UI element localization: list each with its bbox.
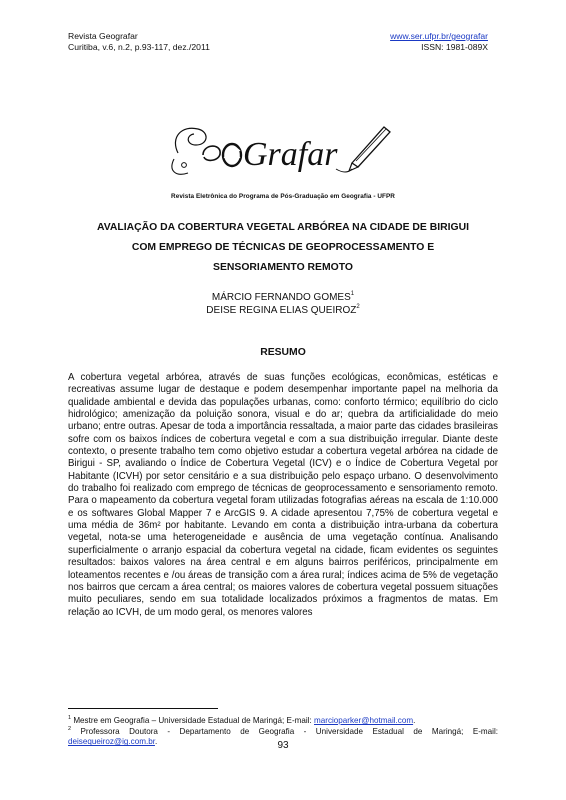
footnote-mark: 2	[356, 304, 360, 310]
journal-subtitle: Revista Eletrônica do Programa de Pós-Graduação em Geografia - UFPR	[171, 193, 395, 200]
page-number: 93	[277, 740, 289, 751]
author	[68, 304, 498, 317]
footnote-mark: 1	[350, 291, 355, 297]
footnote	[68, 716, 498, 727]
email-link[interactable]: deisequeiroz@ig.com.br	[68, 737, 155, 747]
email-link[interactable]: marcioparker@hotmail.com	[314, 716, 414, 725]
abstract-heading: RESUMO	[260, 347, 306, 358]
title-line: AVALIAÇÃO DA COBERTURA VEGETAL ARBÓREA NA CIDADE DE BIRIGUI	[97, 222, 469, 233]
footnote-tail: .	[154, 737, 158, 747]
logo-wordmark: Grafar	[243, 136, 338, 173]
geografar-logo	[0, 115, 566, 195]
running-header	[68, 31, 488, 53]
footnote-text: Professora Doutora - Departamento de Geografia - Universidade Estadual de Maringá; E-mail:	[80, 726, 498, 736]
footnote-mark: 1	[68, 715, 72, 721]
footnote-divider	[68, 708, 218, 709]
footnote-mark: 2	[68, 725, 72, 732]
footnote-tail: .	[413, 716, 416, 725]
author-name: DEISE REGINA ELIAS QUEIROZ	[206, 305, 357, 316]
author-list	[68, 291, 498, 317]
abstract-text: A cobertura vegetal arbórea, através de suas funções ecológicas, econômicas, estéticas e recreativas assume lugar de destaque e podem desempenhar importante papel na melhoria da qualidade ambiental e devida das populações urbanas, como: conforto térmico; equilíbrio do ciclo hidrológico; amenização da poluição sonora, visual e do ar; quebra da artificialidade do meio urbano; entre outras. Apesar de toda a importância ressaltada, a maior parte das cidades brasileiras sofre com os baixos índices de cobertura vegetal e com a sua distribuição irregular. Diante deste contexto, o presente trabalho tem como objetivo estudar a cobertura vegetal arbórea na cidade de Birigui - SP, avaliando o Índice de Cobertura Vegetal (ICV) e o Índice de Cobertura Vegetal por Habitante (ICVH) por setor censitário e a sua distribuição pelo espaço urbano. O desenvolvimento do trabalho foi realizado com emprego de técnicas de geoprocessamento e sensoriamento remoto. Para o mapeamento da cobertura vegetal foram utilizadas fotografias aéreas na escala de 1:10.000 e os softwares Global Mapper 7 e ArcGIS 9. A cidade apresentou 7,75% de cobertura vegetal e uma média de 36m² por habitante. Levando em conta a distribuição intra-urbana da cobertura vegetal, nota-se uma heterogeneidade e ausência de uma vegetação contínua. Analisando superficialmente o arranjo espacial da cobertura vegetal na cidade, ficam evidentes os seguintes resultados: baixos valores na área central e em alguns bairros periféricos, principalmente em loteamentos recentes e /ou áreas de transição com a área rural; índices acima de 5% de vegetação nos bairros que cercam a área central; os maiores valores de cobertura vegetal possuem situações muito peculiares, sendo em sua totalidade localizados próximos a fragmentos de matas. Em relação ao ICVH, de um modo geral, os menores valores	[68, 372, 498, 618]
article-title	[68, 218, 498, 278]
author-name: MÁRCIO FERNANDO GOMES	[211, 292, 351, 303]
issue-info: Curitiba, v.6, n.2, p.93-117, dez./2011	[68, 42, 210, 52]
title-line: COM EMPREGO DE TÉCNICAS DE GEOPROCESSAMENTO E	[131, 242, 435, 253]
journal-name: Revista Geografar	[68, 31, 138, 41]
journal-url-link[interactable]: www.ser.ufpr.br/geografar	[390, 31, 488, 41]
footnote-text: Mestre em Geografia – Universidade Estadual de Maringá; E-mail:	[73, 716, 314, 725]
issn: ISSN: 1981-089X	[421, 42, 488, 52]
title-line: SENSORIAMENTO REMOTO	[213, 262, 353, 273]
author	[68, 291, 498, 304]
